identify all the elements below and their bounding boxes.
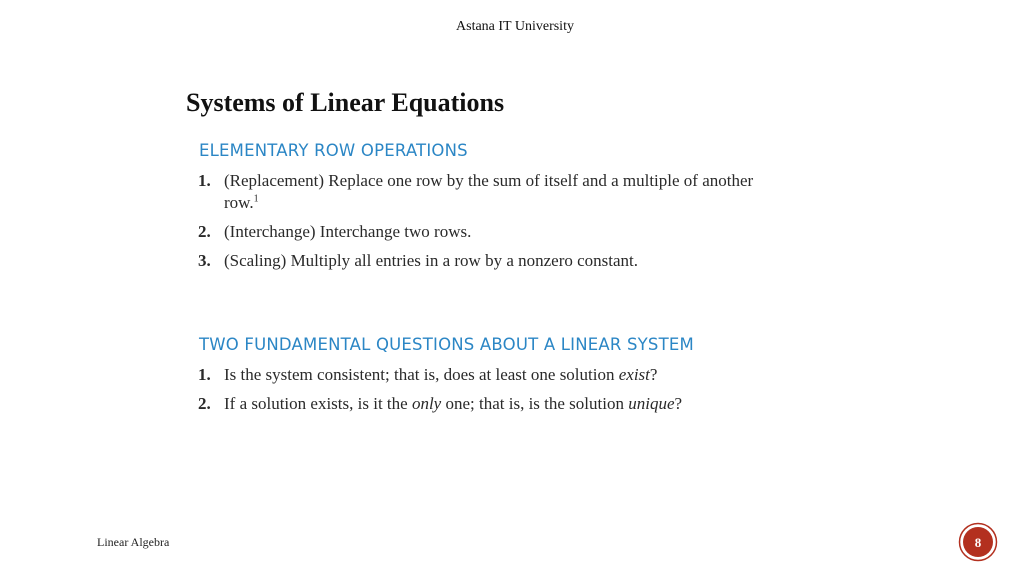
item-text: (Scaling) Multiply all entries in a row by a nonzero constant. [224, 251, 639, 270]
item-text-fragment: row. [224, 193, 254, 212]
item-text-fragment: ? [649, 365, 658, 384]
section-heading-row-operations: ELEMENTARY ROW OPERATIONS [199, 141, 468, 160]
list-item [198, 250, 838, 272]
item-number: 1. [198, 365, 211, 384]
item-text: (Interchange) Interchange two rows. [224, 222, 472, 241]
emphasis-text: unique [628, 394, 675, 413]
item-number: 2. [198, 394, 211, 413]
page-number: 8 [974, 535, 982, 550]
item-text-fragment: Is the system consistent; that is, does at least one solution [224, 365, 619, 384]
list-item [198, 221, 838, 243]
item-text-fragment: ? [674, 394, 683, 413]
item-number: 2. [198, 222, 211, 241]
item-number: 1. [198, 171, 211, 190]
item-text-fragment: If a solution exists, is it the [224, 394, 412, 413]
item-text-line: (Replacement) Replace one row by the sum of itself and a multiple of another [224, 171, 754, 190]
emphasis-text: exist [618, 365, 650, 384]
slide-title: Systems of Linear Equations [186, 88, 505, 117]
item-text-fragment: one; that is, is the solution [441, 394, 629, 413]
item-text [224, 365, 657, 384]
list-item [198, 170, 838, 214]
item-text [224, 170, 838, 214]
footer-course-name: Linear Algebra [97, 535, 170, 549]
emphasis-text: only [411, 394, 442, 413]
item-text-line [224, 192, 838, 214]
footnote-marker: 1 [253, 193, 259, 205]
item-number: 3. [198, 251, 211, 270]
list-item [198, 364, 838, 386]
header-university: Astana IT University [456, 19, 574, 34]
row-operations-list [198, 170, 838, 279]
fundamental-questions-list [198, 364, 838, 422]
list-item [198, 393, 838, 415]
page-number-badge [958, 522, 998, 562]
section-heading-fundamental-questions: TWO FUNDAMENTAL QUESTIONS ABOUT A LINEAR SYSTEM [199, 335, 694, 354]
item-text [224, 394, 682, 413]
